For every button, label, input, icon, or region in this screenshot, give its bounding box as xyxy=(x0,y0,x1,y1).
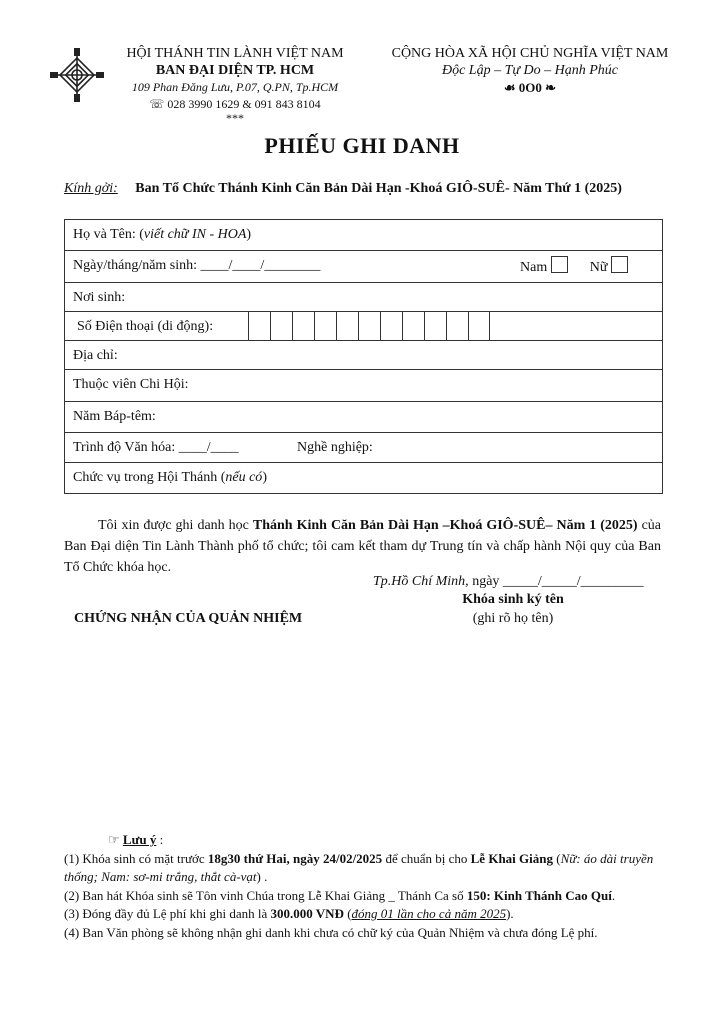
birthdate-label: Ngày/tháng/năm sinh: ____/____/________ xyxy=(73,258,321,273)
address: 109 Phan Đăng Lưu, P.07, Q.PN, Tp.HCM xyxy=(131,80,339,94)
birthplace-label: Nơi sinh: xyxy=(73,290,126,305)
address-label: Địa chỉ: xyxy=(73,348,118,363)
motto: Độc Lập – Tự Do – Hạnh Phúc xyxy=(441,63,619,78)
row-baptism-year[interactable] xyxy=(65,402,662,433)
row-full-name[interactable] xyxy=(65,220,662,251)
row-branch-church[interactable] xyxy=(65,370,662,402)
note-2: (2) Ban hát Khóa sinh sẽ Tôn vinh Chúa trong Lễ Khai Giảng _ Thánh Ca số 150: Kinh Thánh Cao Quí. xyxy=(64,887,616,903)
date-blanks: ngày _____/_____/_________ xyxy=(468,574,644,589)
branch-church-label: Thuộc viên Chi Hội: xyxy=(73,377,189,392)
phone-digit-cells[interactable] xyxy=(248,312,490,340)
header-left xyxy=(100,45,370,123)
addressee-text: Ban Tổ Chức Thánh Kinh Căn Bản Dài Hạn -Khoá GIÔ-SUÊ- Năm Thứ 1 (2025) xyxy=(135,181,622,196)
female-checkbox[interactable] xyxy=(611,256,628,273)
note-1: (1) Khóa sinh có mặt trước 18g30 thứ Hai, ngày 24/02/2025 để chuẩn bị cho Lễ Khai Giảng (Nữ: áo dài truyền thống; Nam: sơ-mi trắng, thắt cà-vạt) . xyxy=(64,850,654,884)
baptism-year-label: Năm Báp-têm: xyxy=(73,409,156,424)
education-label: Trình độ Văn hóa: ____/____ xyxy=(73,440,239,455)
addressee-line xyxy=(64,181,622,197)
note-3: (3) Đóng đầy đủ Lệ phí khi ghi danh là 300.000 VNĐ (đóng 01 lần cho cả năm 2025). xyxy=(64,906,514,921)
male-checkbox[interactable] xyxy=(551,256,568,273)
note-4: (4) Ban Văn phòng sẽ không nhận ghi danh khi chưa có chữ ký của Quản Nhiệm và chưa đóng Lệ phí. xyxy=(64,924,598,940)
header-right xyxy=(380,45,680,96)
stars: *** xyxy=(226,111,244,125)
addressee-label: Kính gởi: xyxy=(64,181,118,196)
row-birthdate[interactable] xyxy=(65,251,662,283)
ornament: ☙ 0O0 ❧ xyxy=(503,80,557,95)
church-emblem-logo xyxy=(48,46,106,104)
date-line xyxy=(373,574,644,590)
phone-label: Số Điện thoại (di động): xyxy=(77,319,214,334)
row-phone[interactable] xyxy=(65,312,662,341)
gender-options xyxy=(520,256,628,276)
phone-icon: ☏ xyxy=(149,97,165,111)
student-signature-title: Khóa sinh ký tên xyxy=(462,592,564,607)
pastor-certification-title: CHỨNG NHẬN CỦA QUẢN NHIỆM xyxy=(74,611,303,626)
registration-form xyxy=(64,219,663,494)
row-address[interactable] xyxy=(65,341,662,370)
church-position-label: Chức vụ trong Hội Thánh (nếu có) xyxy=(73,470,267,485)
declaration-paragraph: Tôi xin được ghi danh học Thánh Kinh Căn Bản Dài Hạn –Khoá GIÔ-SUÊ– Năm 1 (2025) của Ban Đại diện Tin Lành Thành phố tổ chức; tôi cam kết tham dự Trung tín và chấp hành Nội quy của Ban Tổ Chức khóa học. xyxy=(64,518,662,575)
country-name: CỘNG HÒA XÃ HỘI CHỦ NGHĨA VIỆT NAM xyxy=(391,46,669,61)
board-name: BAN ĐẠI DIỆN TP. HCM xyxy=(155,63,315,78)
church-name: HỘI THÁNH TIN LÀNH VIỆT NAM xyxy=(126,46,344,61)
form-title: PHIẾU GHI DANH xyxy=(264,133,460,158)
notes-section xyxy=(64,831,664,942)
student-signature-note: (ghi rõ họ tên) xyxy=(472,611,554,626)
row-education-occupation[interactable] xyxy=(65,433,662,463)
full-name-label: Họ và Tên: (viết chữ IN - HOA) xyxy=(73,227,252,242)
phone-numbers: 028 3990 1629 & 091 843 8104 xyxy=(167,97,321,111)
male-label: Nam xyxy=(520,260,548,275)
place-text: Tp.Hồ Chí Minh, xyxy=(373,574,469,589)
pointing-hand-icon: ☞ xyxy=(108,832,120,847)
occupation-label: Nghề nghiệp: xyxy=(297,440,373,455)
notes-heading: ☞ Lưu ý : xyxy=(108,832,164,847)
row-birthplace[interactable] xyxy=(65,283,662,312)
row-church-position[interactable] xyxy=(65,463,662,493)
female-label: Nữ xyxy=(589,260,608,275)
